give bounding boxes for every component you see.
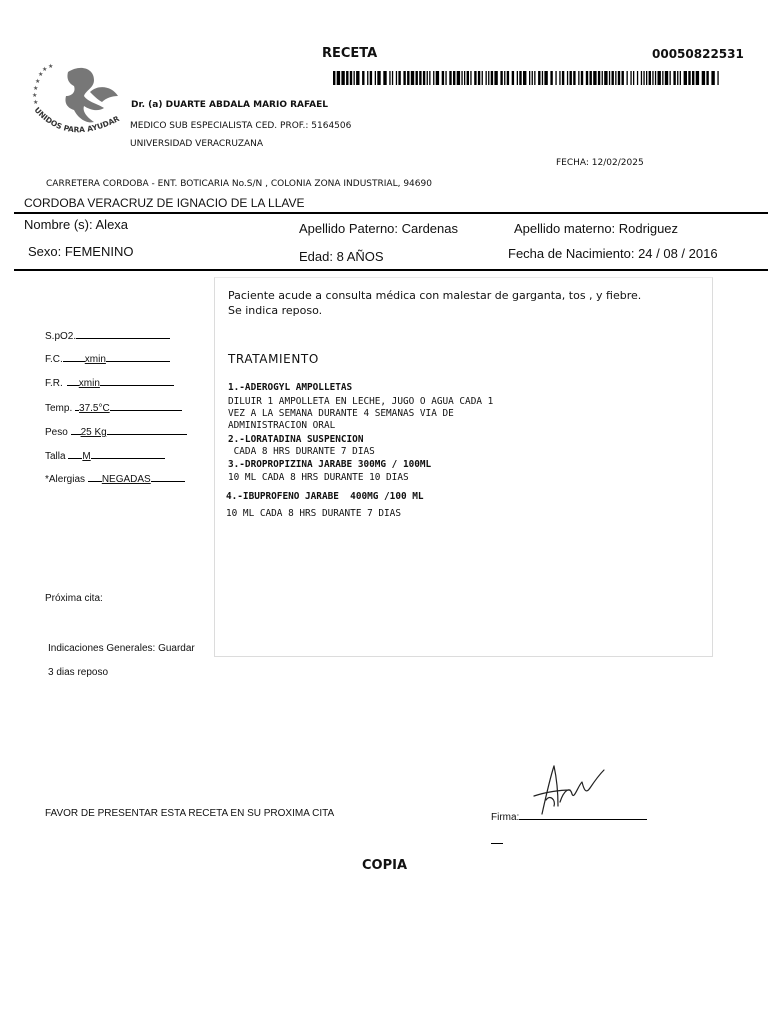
svg-text:★: ★ bbox=[33, 85, 39, 92]
handwritten-signature bbox=[524, 760, 610, 820]
medication-3-title: 3.-DROPROPIZINA JARABE 300MG / 100ML bbox=[228, 459, 432, 470]
medication-2-line-1: CADA 8 HRS DURANTE 7 DIAS bbox=[228, 446, 375, 457]
svg-text:★: ★ bbox=[38, 71, 44, 78]
medication-4-line-1: 10 ML CADA 8 HRS DURANTE 7 DIAS bbox=[226, 508, 401, 519]
footer-notice: FAVOR DE PRESENTAR ESTA RECETA EN SU PROXIMA CITA bbox=[45, 808, 335, 819]
clinical-note-line-2: Se indica reposo. bbox=[228, 304, 323, 317]
logo-text: UNIDOS PARA AYUDAR bbox=[32, 105, 121, 135]
patient-sex: Sexo: FEMENINO bbox=[28, 244, 134, 259]
svg-text:★: ★ bbox=[33, 99, 39, 106]
clinic-logo bbox=[28, 62, 130, 144]
signature-extra-line bbox=[491, 843, 503, 844]
doctor-specialty: MEDICO SUB ESPECIALISTA CED. PROF.: 5164506 bbox=[130, 121, 352, 131]
temperature-field: Temp. 37.5°C bbox=[45, 399, 182, 414]
prescription-number: 00050822531 bbox=[652, 47, 744, 61]
doctor-name: Dr. (a) DUARTE ABDALA MARIO RAFAEL bbox=[131, 100, 328, 110]
treatment-heading: TRATAMIENTO bbox=[228, 352, 319, 366]
medication-1-line-3: ADMINISTRACION ORAL bbox=[228, 420, 336, 431]
clinic-address: CARRETERA CORDOBA - ENT. BOTICARIA No.S/N , COLONIA ZONA INDUSTRIAL, 94690 bbox=[46, 179, 432, 189]
barcode bbox=[333, 71, 719, 85]
weight-field: Peso 25 Kg bbox=[45, 423, 187, 438]
copy-label: COPIA bbox=[362, 858, 408, 873]
divider-top bbox=[14, 212, 768, 214]
heart-rate-field: F.C. xmin bbox=[45, 350, 170, 365]
document-title: RECETA bbox=[322, 46, 378, 61]
height-field: Talla M bbox=[45, 447, 165, 462]
svg-text:★: ★ bbox=[35, 78, 41, 85]
patient-birthdate: Fecha de Nacimiento: 24 / 08 / 2016 bbox=[508, 246, 718, 261]
medication-2-title: 2.-LORATADINA SUSPENCION bbox=[228, 434, 364, 445]
medication-1-title: 1.-ADEROGYL AMPOLLETAS bbox=[228, 382, 353, 393]
medication-3-line-1: 10 ML CADA 8 HRS DURANTE 10 DIAS bbox=[228, 472, 409, 483]
spo2-field: S.pO2. bbox=[45, 327, 170, 342]
medication-4-title: 4.-IBUPROFENO JARABE 400MG /100 ML bbox=[226, 491, 424, 502]
patient-first-name: Nombre (s): Alexa bbox=[24, 217, 129, 232]
general-instructions-line-1: Indicaciones Generales: Guardar bbox=[48, 643, 195, 654]
clinical-note-line-1: Paciente acude a consulta médica con malestar de garganta, tos , y fiebre. bbox=[228, 289, 642, 302]
svg-text:★: ★ bbox=[42, 66, 48, 73]
allergies-field: *Alergias NEGADAS bbox=[45, 470, 185, 485]
medication-1-line-1: DILUIR 1 AMPOLLETA EN LECHE, JUGO O AGUA CADA 1 bbox=[228, 396, 494, 407]
next-appointment-label: Próxima cita: bbox=[45, 593, 103, 604]
svg-text:★: ★ bbox=[32, 92, 38, 99]
prescription-date: FECHA: 12/02/2025 bbox=[556, 158, 644, 168]
svg-text:★: ★ bbox=[48, 63, 54, 70]
patient-maternal-surname: Apellido materno: Rodriguez bbox=[514, 221, 679, 236]
respiratory-rate-field: F.R. xmin bbox=[45, 374, 174, 389]
signature-field: Firma: bbox=[491, 808, 647, 823]
clinic-city: CORDOBA VERACRUZ DE IGNACIO DE LA LLAVE bbox=[24, 196, 305, 210]
divider-patient bbox=[14, 269, 768, 271]
medication-1-line-2: VEZ A LA SEMANA DURANTE 4 SEMANAS VIA DE bbox=[228, 408, 454, 419]
patient-age: Edad: 8 AÑOS bbox=[299, 249, 384, 264]
patient-paternal-surname: Apellido Paterno: Cardenas bbox=[299, 221, 458, 236]
doctor-university: UNIVERSIDAD VERACRUZANA bbox=[130, 139, 264, 149]
general-instructions-line-2: 3 dias reposo bbox=[48, 667, 109, 678]
